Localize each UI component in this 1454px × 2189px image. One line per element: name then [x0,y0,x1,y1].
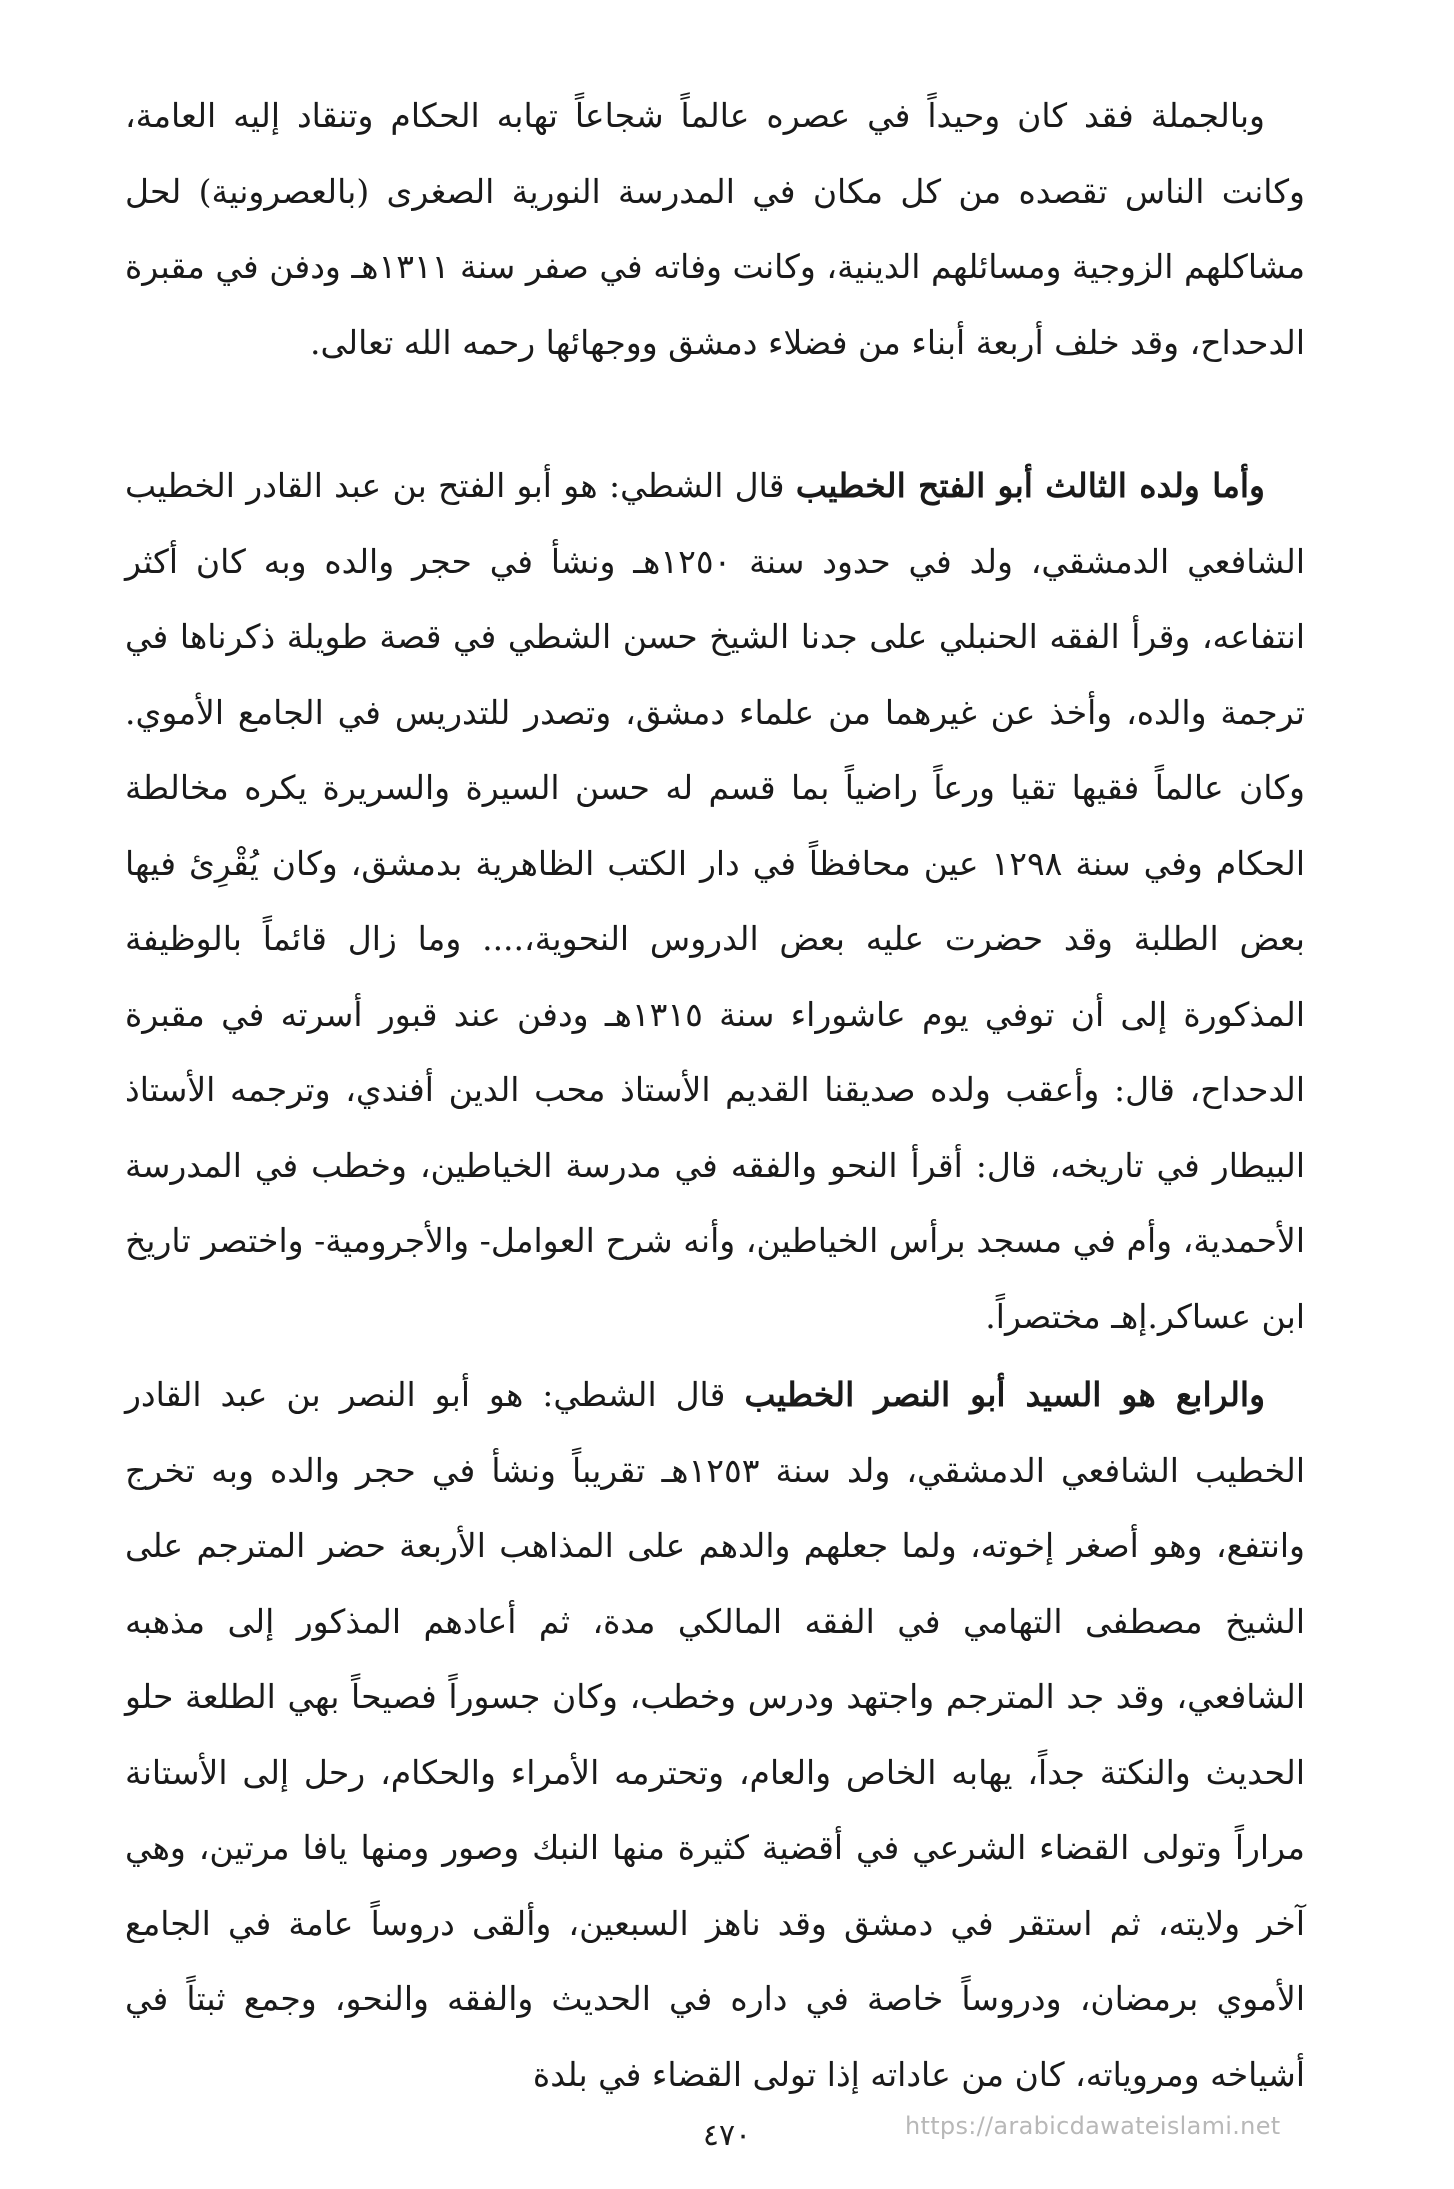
page-number: ٤٧٠ [702,2118,752,2153]
paragraph-2-text [125,448,1305,1354]
paragraph-3-lead: والرابع هو السيد أبو النصر الخطيب [744,1375,1265,1414]
watermark-url: https://arabicdawateislami.net [905,2112,1281,2140]
paragraph-1-body: وبالجملة فقد كان وحيداً في عصره عالماً شجاعاً تهابه الحكام وتنقاد إليه العامة، وكانت الناس تقصده من كل مكان في المدرسة النورية الصغرى (بالعصرونية) لحل مشاكلهم الزوجية ومسائلهم الدينية، وكانت وفاته في صفر سنة ١٣١١هـ ودفن في مقبرة الدحداح، وقد خلف أربعة أبناء من فضلاء دمشق ووجهائها رحمه الله تعالى. [125,96,1305,362]
paragraph-2 [125,448,1305,1354]
paragraph-1-text [125,78,1305,380]
paragraph-3-body: قال الشطي: هو أبو النصر بن عبد القادر الخطيب الشافعي الدمشقي، ولد سنة ١٢٥٣هـ تقريباً ونشأ في حجر والده وبه تخرج وانتفع، وهو أصغر إخوته، ولما جعلهم والدهم على المذاهب الأربعة حضر المترجم على الشيخ مصطفى التهامي في الفقه المالكي مدة، ثم أعادهم المذكور إلى مذهبه الشافعي، وقد جد المترجم واجتهد ودرس وخطب، وكان جسوراً فصيحاً بهي الطلعة حلو الحديث والنكتة جداً، يهابه الخاص والعام، وتحترمه الأمراء والحكام، رحل إلى الأستانة مراراً وتولى القضاء الشرعي في أقضية كثيرة منها النبك وصور ومنها يافا مرتين، وهي آخر ولايته، ثم استقر في دمشق وقد ناهز السبعين، وألقى دروساً عامة في الجامع الأموي برمضان، ودروساً خاصة في داره في الحديث والفقه والنحو، وجمع ثبتاً في أشياخه ومروياته، كان من عاداته إذا تولى القضاء في بلدة [125,1375,1305,2094]
paragraph-2-body: قال الشطي: هو أبو الفتح بن عبد القادر الخطيب الشافعي الدمشقي، ولد في حدود سنة ١٢٥٠هـ ونشأ في حجر والده وبه كان أكثر انتفاعه، وقرأ الفقه الحنبلي على جدنا الشيخ حسن الشطي في قصة طويلة ذكرناها في ترجمة والده، وأخذ عن غيرهما من علماء دمشق، وتصدر للتدريس في الجامع الأموي. وكان عالماً فقيها تقيا ورعاً راضياً بما قسم له حسن السيرة والسريرة يكره مخالطة الحكام وفي سنة ١٢٩٨ عين محافظاً في دار الكتب الظاهرية بدمشق، وكان يُقْرِئ فيها بعض الطلبة وقد حضرت عليه بعض الدروس النحوية،.... وما زال قائماً بالوظيفة المذكورة إلى أن توفي يوم عاشوراء سنة ١٣١٥هـ ودفن عند قبور أسرته في مقبرة الدحداح، قال: وأعقب ولده صديقنا القديم الأستاذ محب الدين أفندي، وترجمه الأستاذ البيطار في تاريخه، قال: أقرأ النحو والفقه في مدرسة الخياطين، وخطب في المدرسة الأحمدية، وأم في مسجد برأس الخياطين، وأنه شرح العوامل- والأجرومية- واختصر تاريخ ابن عساكر.إهـ مختصراً. [125,466,1305,1336]
paragraph-3 [125,1357,1305,2112]
paragraph-3-text [125,1357,1305,2112]
paragraph-1 [125,78,1305,380]
paragraph-2-lead: وأما ولده الثالث أبو الفتح الخطيب [795,466,1265,505]
